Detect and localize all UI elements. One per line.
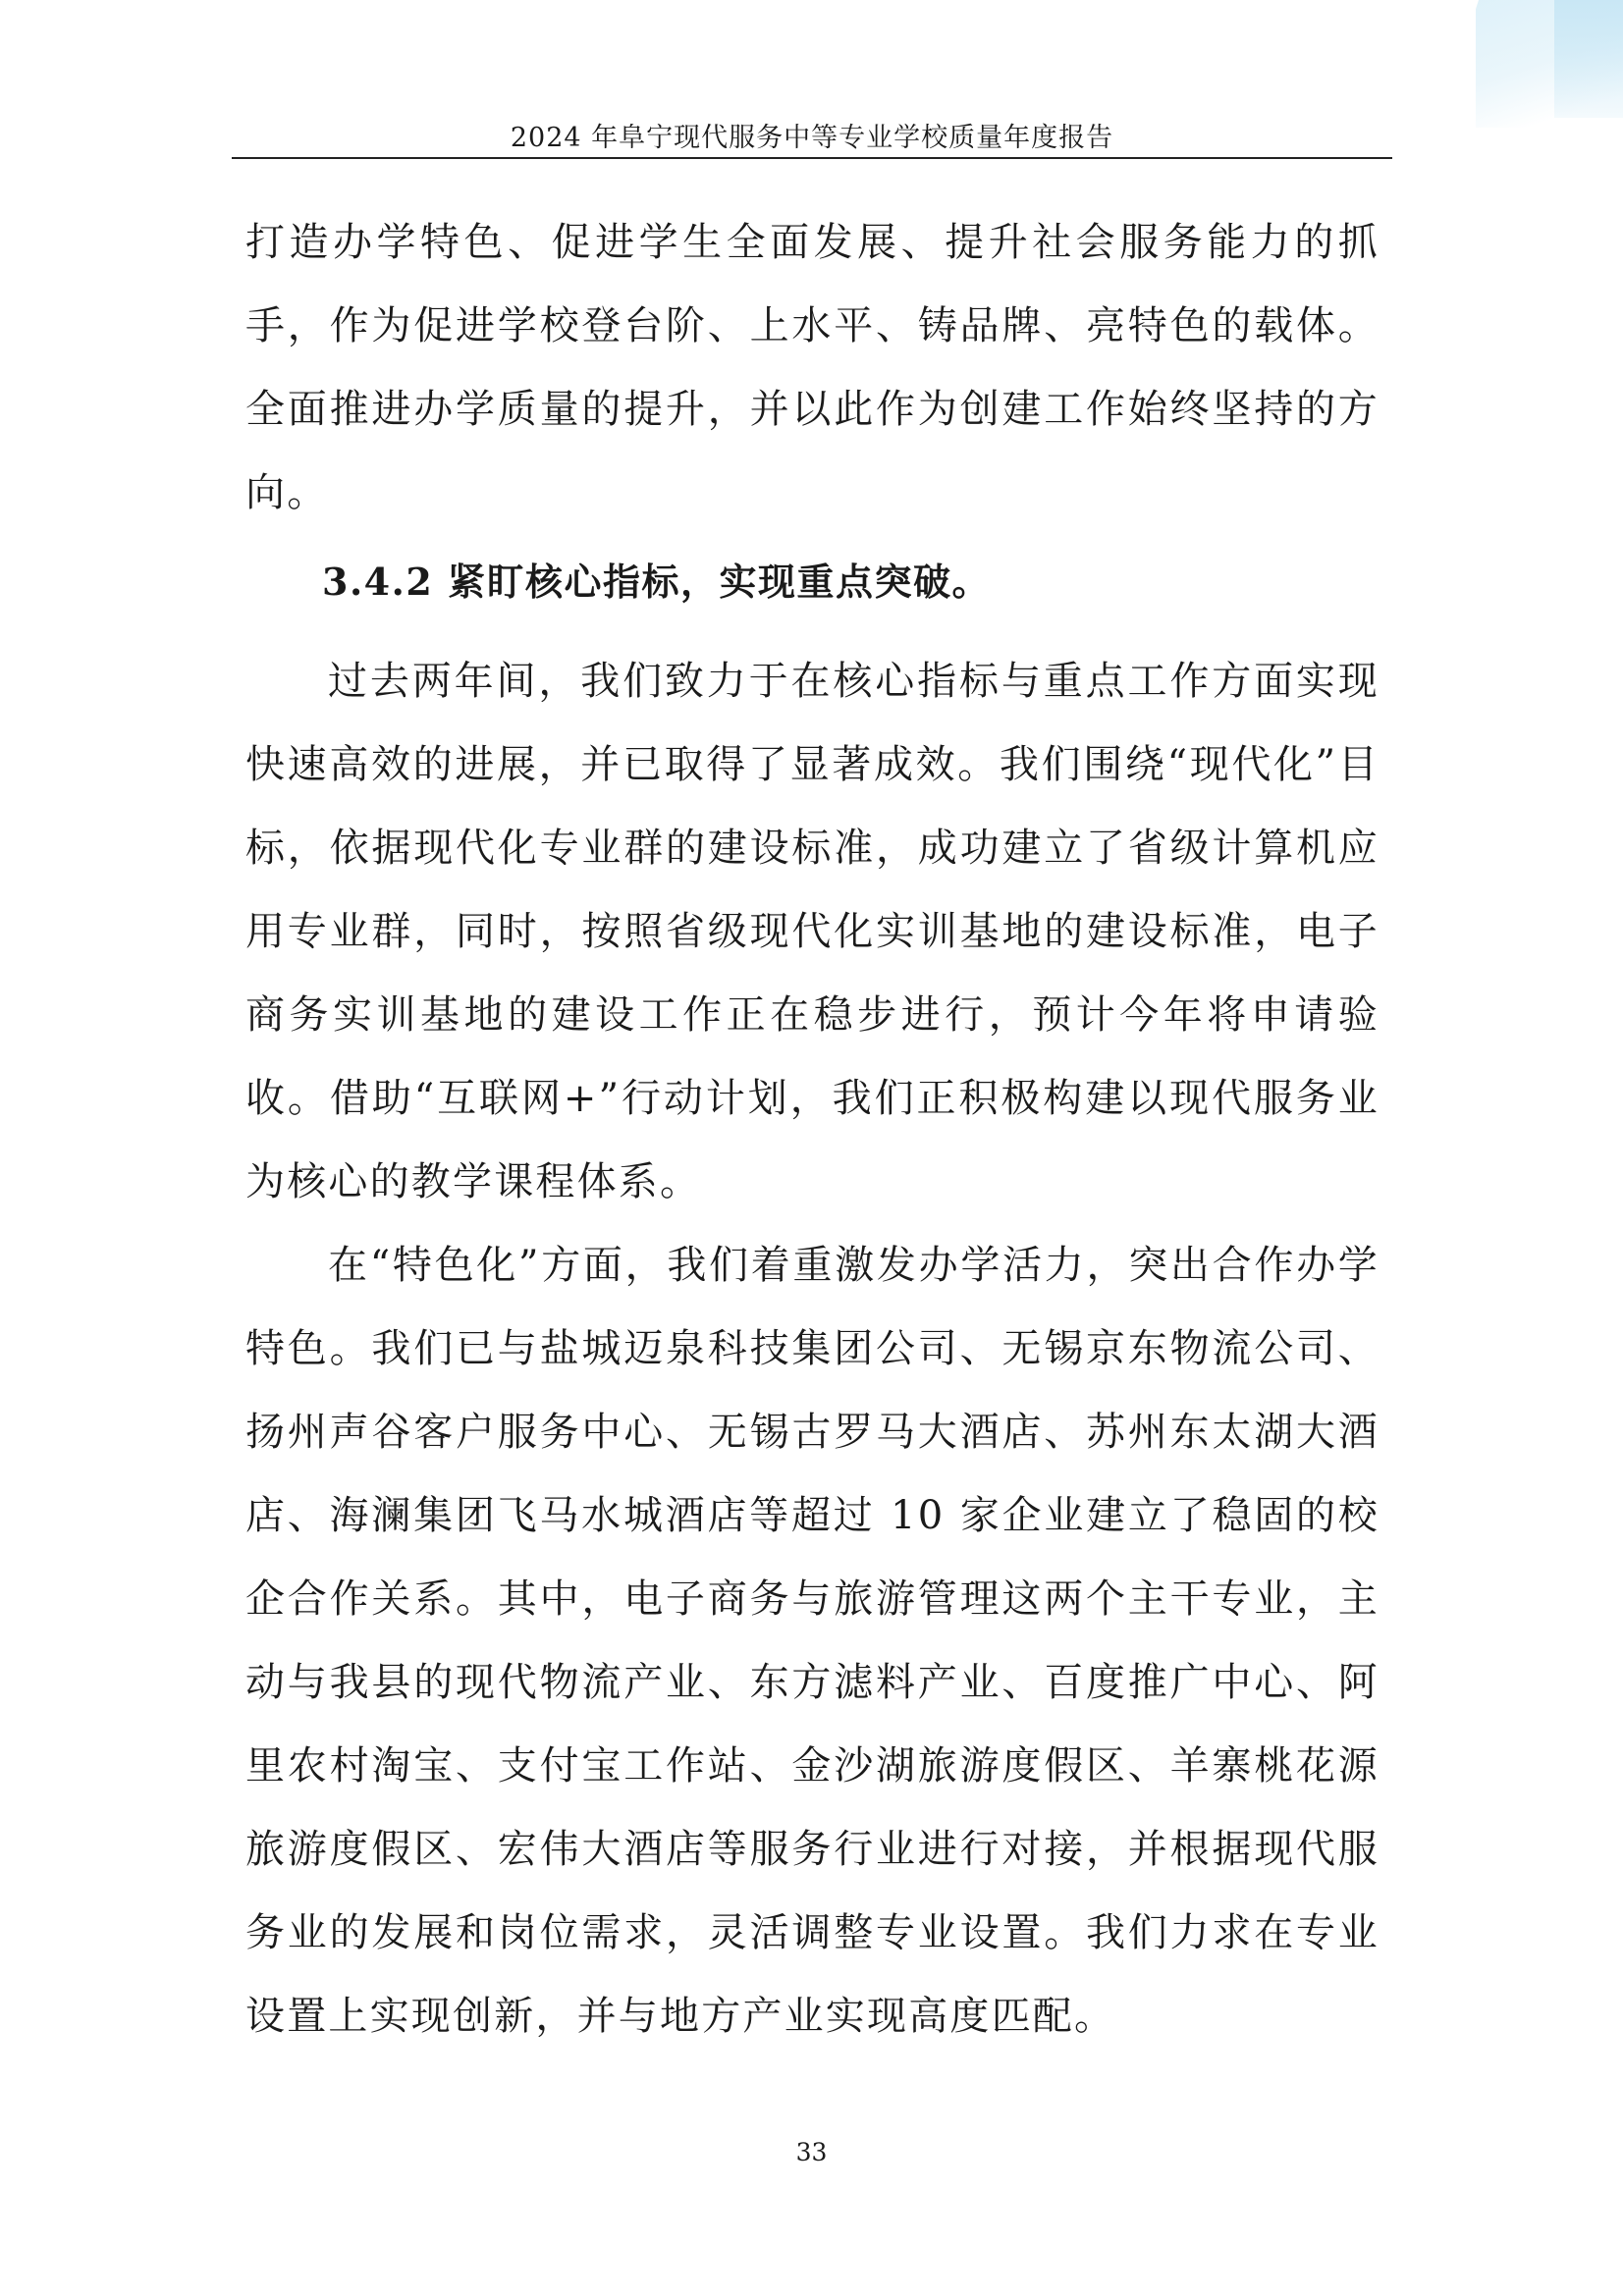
section-heading: 3.4.2 紧盯核心指标，实现重点突破。 [322, 560, 992, 604]
running-header: 2024 年阜宁现代服务中等专业学校质量年度报告 [510, 123, 1114, 153]
header-rule [232, 157, 1392, 159]
page-number: 33 [795, 2138, 828, 2166]
paragraph-continued: 打造办学特色、促进学生全面发展、提升社会服务能力的抓手，作为促进学校登台阶、上水平、铸品牌、亮特色的载体。全面推进办学质量的提升，并以此作为创建工作始终坚持的方向。 [245, 220, 1380, 515]
corner-decoration [1476, 0, 1623, 128]
paragraph-characteristics: 在“特色化”方面，我们着重激发办学活力，突出合作办学特色。我们已与盐城迈泉科技集团公司、无锡京东物流公司、扬州声谷客户服务中心、无锡古罗马大酒店、苏州东太湖大酒店、海澜集团飞马水城酒店等超过 10 家企业建立了稳固的校企合作关系。其中，电子商务与旅游管理这两个主干专业，主动与我县的现代物流产业、东方滤料产业、百度推广中心、阿里农村淘宝、支付宝工作站、金沙湖旅游度假区、羊寨桃花源旅游度假区、宏伟大酒店等服务行业进行对接，并根据现代服务业的发展和岗位需求，灵活调整专业设置。我们力求在专业设置上实现创新，并与地方产业实现高度匹配。 [245, 1243, 1380, 2039]
page-body [245, 201, 1380, 2058]
paragraph-core-indicators: 过去两年间，我们致力于在核心指标与重点工作方面实现快速高效的进展，并已取得了显著成效。我们围绕“现代化”目标，依据现代化专业群的建设标准，成功建立了省级计算机应用专业群，同时，按照省级现代化实训基地的建设标准，电子商务实训基地的建设工作正在稳步进行，预计今年将申请验收。借助“互联网+”行动计划，我们正积极构建以现代服务业为核心的教学课程体系。 [245, 659, 1380, 1204]
corner-decoration-edge [1554, 0, 1623, 118]
